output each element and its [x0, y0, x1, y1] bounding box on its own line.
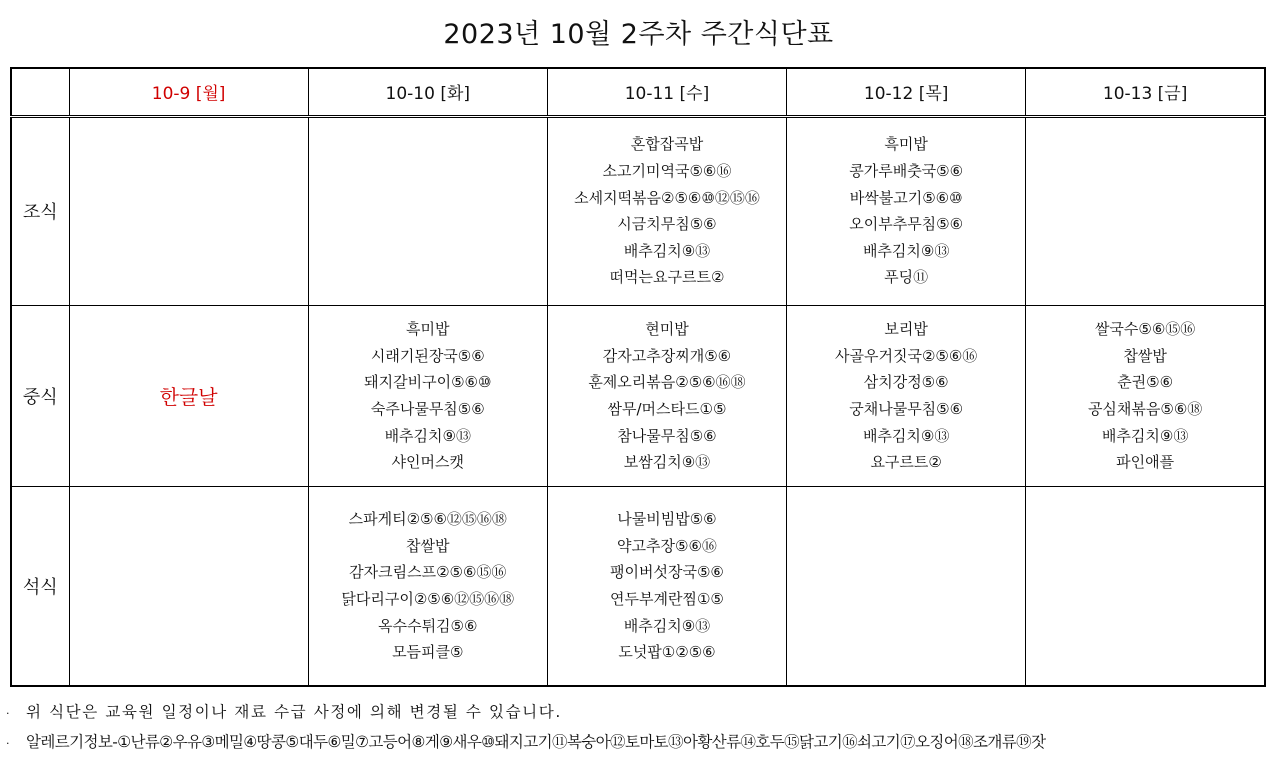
menu-item: 바싹불고기⑤⑥⑩ — [849, 188, 963, 207]
menu-item: 옥수수튀김⑤⑥ — [378, 616, 478, 635]
holiday-label: 한글날 — [159, 385, 218, 410]
menu-list — [309, 506, 547, 666]
menu-item: 나물비빔밥⑤⑥ — [617, 510, 717, 529]
menu-item: 파인애플 — [1116, 453, 1175, 472]
corner-cell — [11, 68, 69, 116]
menu-cell — [787, 305, 1026, 486]
meal-label-breakfast: 조식 — [11, 116, 69, 305]
menu-item: 시금치무침⑤⑥ — [617, 215, 717, 234]
menu-item: 춘권⑤⑥ — [1117, 373, 1174, 392]
menu-cell — [1026, 116, 1265, 305]
menu-cell — [69, 305, 308, 486]
menu-item: 돼지갈비구이⑤⑥⑩ — [364, 373, 492, 392]
menu-item: 스파게티②⑤⑥⑫⑮⑯⑱ — [348, 510, 507, 529]
menu-cell — [308, 305, 547, 486]
menu-item: 소고기미역국⑤⑥⑯ — [602, 161, 732, 180]
menu-item: 배추김치⑨⑬ — [623, 616, 711, 635]
menu-list — [787, 316, 1025, 476]
menu-item: 혼합잡곡밥 — [630, 135, 704, 154]
menu-item: 감자고추장찌개⑤⑥ — [602, 346, 732, 365]
day-header-fri: 10-13 [금] — [1026, 68, 1265, 116]
menu-item: 소세지떡볶음②⑤⑥⑩⑫⑮⑯ — [574, 188, 760, 207]
menu-item: 도넛팝①②⑤⑥ — [618, 643, 716, 662]
meal-label-dinner: 석식 — [11, 487, 69, 686]
page-title: 2023년 10월 2주차 주간식단표 — [443, 19, 834, 50]
day-header-tue: 10-10 [화] — [308, 68, 547, 116]
day-header-thu: 10-12 [목] — [787, 68, 1026, 116]
menu-item: 떠먹는요구르트② — [609, 268, 725, 287]
lunch-row — [11, 305, 1265, 486]
menu-cell — [69, 116, 308, 305]
menu-cell — [69, 487, 308, 686]
menu-item: 배추김치⑨⑬ — [862, 426, 950, 445]
day-header-mon: 10-9 [월] — [69, 68, 308, 116]
menu-item: 배추김치⑨⑬ — [1101, 426, 1189, 445]
menu-item: 약고추장⑤⑥⑯ — [617, 536, 717, 555]
menu-item: 쌈무/머스타드①⑤ — [607, 399, 727, 418]
allergy-info-text: 알레르기정보-①난류②우유③메밀④땅콩⑤대두⑥밀⑦고등어⑧게⑨새우⑩돼지고기⑪복숭아⑫토마토⑬아황산류⑭호두⑮닭고기⑯쇠고기⑰오징어⑱조개류⑲잣 — [26, 733, 1046, 751]
change-notice-text: 위 식단은 교육원 일정이나 재료 수급 사정에 의해 변경될 수 있습니다. — [26, 703, 562, 721]
menu-item: 푸딩⑪ — [884, 268, 929, 287]
breakfast-row — [11, 116, 1265, 305]
menu-item: 보쌈김치⑨⑬ — [623, 453, 711, 472]
menu-cell — [308, 116, 547, 305]
menu-item: 팽이버섯장국⑤⑥ — [610, 563, 724, 582]
menu-list — [548, 316, 786, 476]
dinner-row — [11, 487, 1265, 686]
menu-cell — [547, 487, 786, 686]
weekly-menu-table — [10, 67, 1266, 687]
menu-cell — [787, 487, 1026, 686]
menu-item: 연두부계란찜①⑤ — [610, 590, 724, 609]
menu-item: 찹쌀밥 — [1123, 346, 1167, 365]
menu-item: 요구르트② — [870, 453, 942, 472]
menu-item: 배추김치⑨⑬ — [623, 241, 711, 260]
menu-cell — [1026, 305, 1265, 486]
menu-item: 찹쌀밥 — [406, 536, 450, 555]
menu-cell — [547, 305, 786, 486]
menu-item: 현미밥 — [645, 320, 689, 339]
menu-item: 닭다리구이②⑤⑥⑫⑮⑯⑱ — [341, 590, 515, 609]
menu-item: 사골우거짓국②⑤⑥⑯ — [835, 346, 978, 365]
day-header-wed: 10-11 [수] — [547, 68, 786, 116]
bullet: · — [6, 707, 12, 720]
menu-list — [309, 316, 547, 476]
menu-cell — [787, 116, 1026, 305]
menu-item: 공심채볶음⑤⑥⑱ — [1087, 399, 1203, 418]
menu-list — [787, 131, 1025, 291]
bullet: · — [6, 737, 9, 750]
menu-item: 모듬피클⑤ — [392, 643, 464, 662]
menu-item: 흑미밥 — [406, 320, 450, 339]
menu-item: 배추김치⑨⑬ — [862, 241, 950, 260]
menu-list — [548, 131, 786, 291]
menu-item: 삼치강정⑤⑥ — [863, 373, 949, 392]
day-header-row — [11, 68, 1265, 116]
allergy-info — [6, 730, 1271, 760]
menu-item: 훈제오리볶음②⑤⑥⑯⑱ — [588, 373, 746, 392]
menu-cell — [308, 487, 547, 686]
menu-item: 시래기된장국⑤⑥ — [370, 346, 485, 365]
footnotes — [6, 700, 1271, 760]
menu-cell — [547, 116, 786, 305]
menu-item: 쌀국수⑤⑥⑮⑯ — [1094, 320, 1196, 339]
menu-item: 참나물무침⑤⑥ — [617, 426, 717, 445]
change-notice — [6, 700, 1271, 730]
meal-label-lunch: 중식 — [11, 305, 69, 486]
menu-item: 궁채나물무침⑤⑥ — [849, 399, 964, 418]
menu-item: 감자크림스프②⑤⑥⑮⑯ — [349, 563, 507, 582]
menu-item: 숙주나물무침⑤⑥ — [370, 399, 485, 418]
menu-item: 콩가루배춧국⑤⑥ — [849, 161, 964, 180]
menu-item: 샤인머스캣 — [391, 453, 464, 472]
menu-item: 흑미밥 — [884, 135, 928, 154]
menu-list — [1026, 316, 1264, 476]
menu-item: 보리밥 — [884, 320, 928, 339]
menu-list — [548, 506, 786, 666]
menu-cell — [1026, 487, 1265, 686]
menu-item: 배추김치⑨⑬ — [384, 426, 471, 445]
menu-item: 오이부추무침⑤⑥ — [849, 215, 964, 234]
